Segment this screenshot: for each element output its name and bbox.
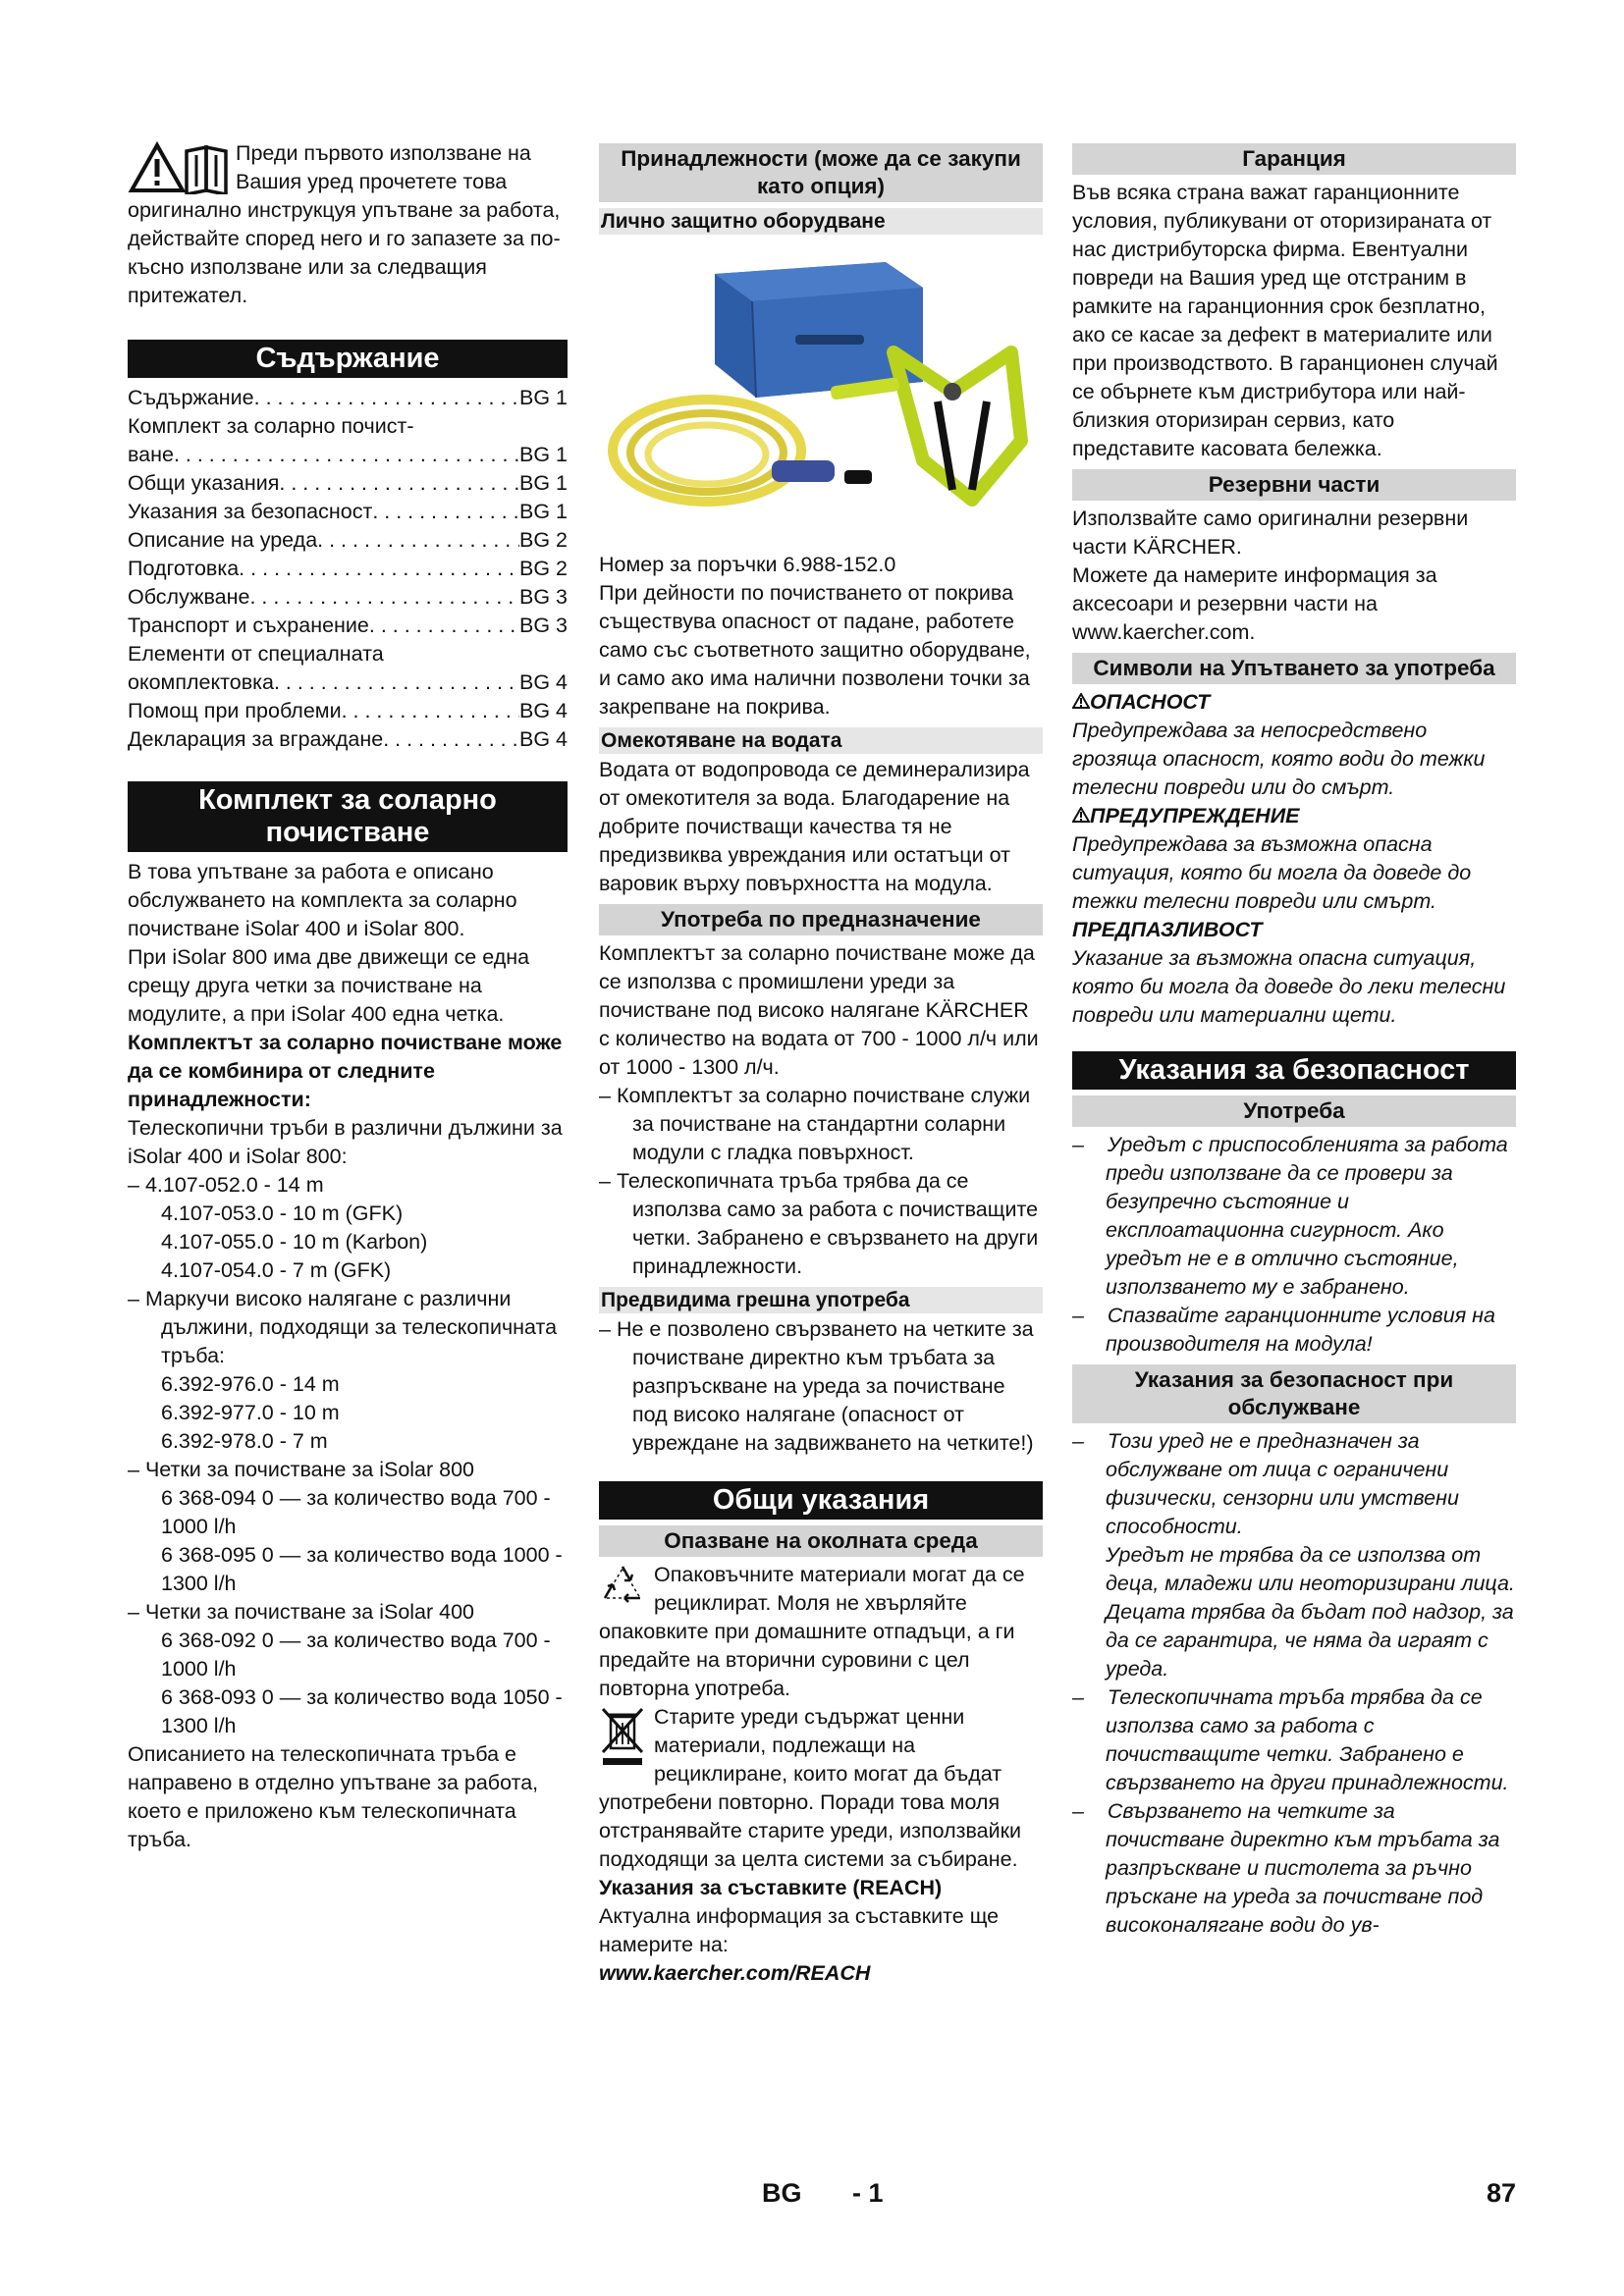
list-item: Децата трябва да бъдат под надзор, за да се гарантира, че няма да играят с уреда. (1106, 1600, 1514, 1681)
intro-text: оригинално инструкцуя упътване за работа, действайте според него и го запазете за по-късно използване или за следващия притежател. (128, 198, 561, 307)
intro-block (128, 139, 568, 310)
danger-label: ОПАСНОСТ (1072, 688, 1516, 717)
column-left (128, 139, 568, 1854)
warranty-text: Във всяка страна важат гаранционните условия, публикувани от оторизираната от нас дистрибуторска фирма. Евентуални повреди на Вашия уред ще отстраним в рамките на гаранционния срок безплатно, ако се касае за дефект в материалите или при производството. В гаранционен случай се обърнете към дистрибутора или най-близкия оторизиран сервиз, като представите касовата бележка. (1072, 181, 1498, 460)
water-softening-subheading: Омекотяване на водата (599, 727, 1043, 754)
intro-line1: Преди първото използване на (236, 141, 531, 165)
order-number: Номер за поръчки 6.988-152.0 (599, 553, 896, 576)
list-item: – Уредът с приспособленията за работа преди използване да се провери за безупречно състояние и експлоатационна сигурност. Ако уредът не е в отлично състояние, използването му е забранено. (1072, 1133, 1508, 1299)
old-devices-paragraph: Старите уреди съдържат ценни материали, подлежащи на рециклиране, които могат да бъдат употребени повторно. Поради това моля отстранявайте старите уреди, използвайки подходящи за целта системи за събиране. (599, 1705, 1022, 1871)
reach-text: Актуална информация за съставките ще намерите на: (599, 1904, 1000, 1956)
kit-paragraph: При iSolar 800 има две движещи се една срещу друга четки за почистване на модулите, а при iSolar 400 една четка. (128, 945, 530, 1026)
list-item: 6 368-092 0 — за количество вода 700 - 1000 l/h (161, 1629, 551, 1681)
accessories-paragraph: Водата от водопровода се деминерализира от омекотителя за вода. Благодарение на добрите почистващи качества тя не предизвиква увреждания или остатъци от варовик върху повърхността на модула. (599, 758, 1030, 895)
footer-page-marker: - 1 (852, 2178, 884, 2208)
list-item: – Маркучи високо налягане с различни дължини, подходящи за телескопичната тръба: (128, 1287, 558, 1367)
list-item: – Този уред не е предназначен за обслужване от лица с ограничени физически, сензорни или умствени способности. (1072, 1429, 1459, 1538)
toc-item[interactable]: Описание на уреда . . . BG 2 (128, 526, 568, 555)
kit-heading: Комплект за соларно почистване (128, 781, 568, 852)
kit-bold-intro: Комплектът за соларно почистване може да се комбинира от следните принадлежности: (128, 1031, 563, 1111)
footer-language: BG (762, 2178, 802, 2208)
caution-text: Указание за възможна опасна ситуация, която би могла да доведе до леки телесни повреди или материални щети. (1072, 946, 1506, 1027)
toc-item[interactable]: Комплект за соларно почист- (128, 414, 414, 438)
list-item: 6 368-093 0 — за количество вода 1050 - 1300 l/h (161, 1685, 563, 1737)
kit-paragraph: Телескопични тръби в различни дължини за iSolar 400 и iSolar 800: (128, 1116, 563, 1168)
accessories-paragraph: При дейности по почистването от покрива съществува опасност от падане, работете само със съответното защитно оборудване, и само ако има налични позволени точки за закрепване на покрива. (599, 581, 1031, 719)
list-item: Уредът не трябва да се използва от деца, младежи или неоторизирани лица. (1106, 1543, 1515, 1595)
list-item: 6.392-977.0 - 10 m (161, 1401, 340, 1424)
toc-item[interactable]: окомплектовка . . . BG 4 (128, 668, 568, 697)
list-item: 4.107-053.0 - 10 m (GFK) (161, 1201, 404, 1225)
environment-heading: Опазване на околната среда (599, 1525, 1043, 1557)
list-item: – 4.107-052.0 - 14 m (128, 1173, 324, 1197)
intended-paragraph: Комплектът за соларно почистване може да се използва с промишлени уреди за почистване под високо налягане KÄRCHER с количество на водата от 700 - 1000 л/ч или от 1000 - 1300 л/ч. (599, 941, 1039, 1079)
list-item: – Свързването на четките за почистване директно към тръбата за разпръскване и пистолета за ръчно пръскане на уреда за почистване под високоналягане води до ув- (1072, 1799, 1500, 1937)
warning-triangle-icon (1072, 807, 1090, 823)
accessories-heading: Принадлежности (може да се закупи като опция) (599, 143, 1043, 202)
protective-equipment-image (599, 244, 1043, 539)
toc-item[interactable]: Обслужване . . . BG 3 (128, 583, 568, 612)
spares-paragraph: Използвайте само оригинални резервни части KÄRCHER. (1072, 507, 1469, 559)
ppe-subheading: Лично защитно оборудване (599, 208, 1043, 235)
list-item: 6 368-094 0 — за количество вода 700 - 1000 l/h (161, 1486, 551, 1538)
warning-triangle-icon (1072, 693, 1090, 709)
list-item: – Спазвайте гаранционните условия на производителя на модула! (1072, 1304, 1495, 1356)
toc-item[interactable]: Декларация за вграждане . . . BG 4 (128, 725, 568, 754)
toc-item[interactable]: Общи указания . . . BG 1 (128, 469, 568, 498)
list-item: 6.392-978.0 - 7 m (161, 1429, 328, 1453)
list-item: – Четки за почистване за iSolar 800 (128, 1458, 475, 1481)
misuse-subheading: Предвидима грешна употреба (599, 1287, 1043, 1313)
toc-item[interactable]: ване . . . BG 1 (128, 441, 568, 469)
use-heading: Употреба (1072, 1095, 1516, 1127)
intro-line2: Вашия уред прочетете това (236, 170, 508, 193)
kit-paragraph: Описанието на телескопичната тръба е направено в отделно упътване за работа, което е приложено към телескопичната тръба. (128, 1742, 539, 1851)
list-item: 6 368-095 0 — за количество вода 1000 - 1300 l/h (161, 1543, 563, 1595)
recycle-paragraph: Опаковъчните материали могат да се рециклират. Моля не хвърляйте опаковките при домашните отпадъци, а ги предайте на вторични суровини с цел повторна употреба. (599, 1563, 1025, 1700)
toc-item[interactable]: Подготовка . . . BG 2 (128, 555, 568, 583)
toc-heading: Съдържание (128, 340, 568, 378)
warning-text: Предупреждава за възможна опасна ситуация, която би могла да доведе до тежки телесни повреди или смърт. (1072, 832, 1472, 913)
list-item: – Телескопичната тръба трябва да се използва само за работа с почистващите четки. Забранено е свързването на други принадлежности. (1072, 1685, 1509, 1794)
caution-label: ПРЕДПАЗЛИВОСТ (1072, 918, 1263, 941)
intended-use-heading: Употреба по предназначение (599, 904, 1043, 935)
column-right (1072, 139, 1516, 1940)
toc-item[interactable]: Указания за безопасност . . . BG 1 (128, 498, 568, 526)
table-of-contents (128, 384, 568, 754)
toc-item[interactable]: Съдържание . . . BG 1 (128, 384, 568, 412)
reach-link[interactable]: www.kaercher.com/REACH (599, 1961, 871, 1985)
service-safety-heading: Указания за безопасност при обслужване (1072, 1364, 1516, 1423)
list-item: – Комплектът за соларно почистване служи за почистване на стандартни соларни модули с гладка повърхност. (599, 1084, 1031, 1164)
spares-paragraph: Можете да намерите информация за аксесоари и резервни части на www.kaercher.com. (1072, 563, 1437, 644)
warning-manual-icon (128, 139, 230, 194)
warranty-heading: Гаранция (1072, 143, 1516, 175)
danger-text: Предупреждава за непосредствено грозяща опасност, която води до тежки телесни повреди или до смърт. (1072, 719, 1486, 799)
symbols-heading: Символи на Упътването за употреба (1072, 653, 1516, 684)
reach-heading: Указания за съставките (REACH) (599, 1876, 943, 1899)
toc-item[interactable]: Транспорт и съхранение . . . BG 3 (128, 612, 568, 640)
column-middle (599, 139, 1043, 1988)
toc-item[interactable]: Елементи от специалната (128, 642, 384, 666)
footer-page-number: 87 (1487, 2178, 1517, 2208)
list-item: – Четки за почистване за iSolar 400 (128, 1600, 475, 1624)
recycle-icon (599, 1563, 646, 1608)
list-item: – Не е позволено свързването на четките за почистване директно към тръбата за разпръскване на уреда за почистване под високо налягане (опасност от увреждане на задвижването на четките!) (599, 1317, 1034, 1455)
list-item: – Телескопичната тръба трябва да се използва само за работа с почистващите четки. Забранено е свързването на други принадлежности. (599, 1169, 1039, 1278)
spares-heading: Резервни части (1072, 469, 1516, 501)
toc-item[interactable]: Помощ при проблеми . . . BG 4 (128, 697, 568, 725)
list-item: 6.392-976.0 - 14 m (161, 1372, 340, 1396)
crossed-bin-icon (599, 1705, 646, 1766)
list-item: 4.107-054.0 - 7 m (GFK) (161, 1258, 392, 1282)
safety-heading: Указания за безопасност (1072, 1051, 1516, 1090)
warning-label: ПРЕДУПРЕЖДЕНИЕ (1072, 802, 1516, 830)
list-item: 4.107-055.0 - 10 m (Karbon) (161, 1230, 428, 1254)
kit-paragraph: В това упътване за работа е описано обслужването на комплекта за соларно почистване iSolar 400 и iSolar 800. (128, 860, 517, 940)
general-heading: Общи указания (599, 1481, 1043, 1520)
